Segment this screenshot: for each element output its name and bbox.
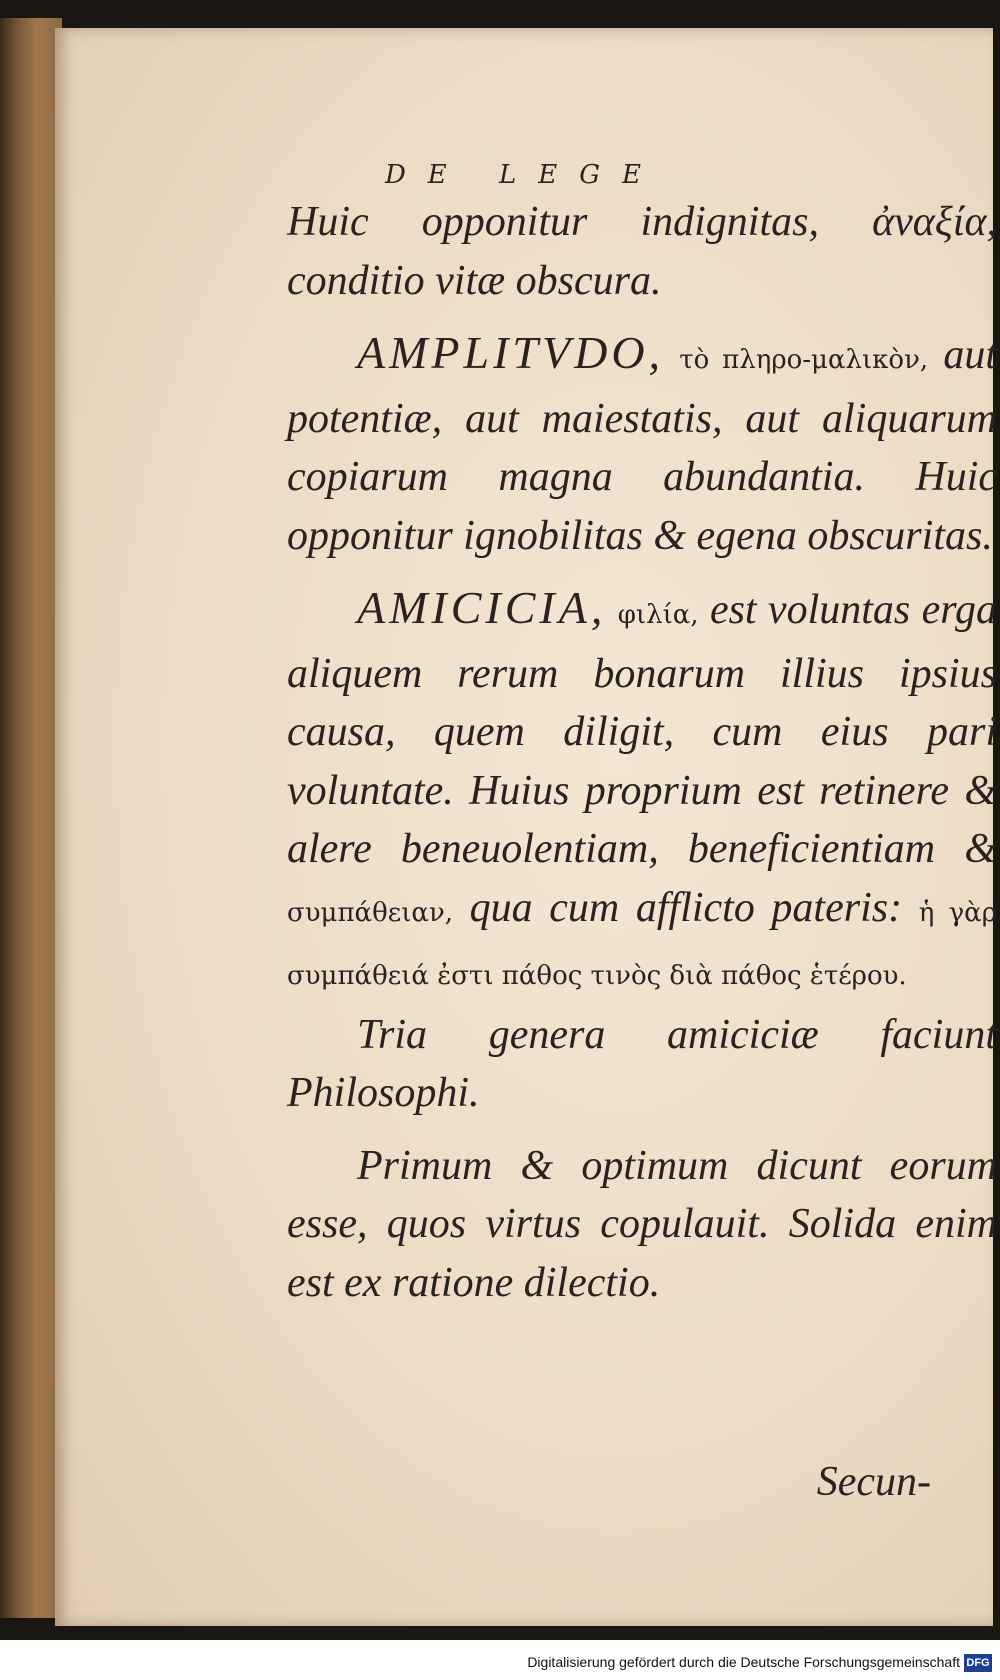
dfg-logo-icon: DFG bbox=[964, 1654, 992, 1672]
book-page bbox=[55, 28, 998, 1626]
text-tria-genera: Tria genera amiciciæ faciunt Philosophi. bbox=[287, 1011, 997, 1116]
lemma-amplitudo: AMPLITVDO, bbox=[357, 327, 665, 378]
greek-amplitudo: τὸ πληρο-μαλικὸν, bbox=[679, 345, 929, 375]
greek-amicicia: φιλία, bbox=[617, 600, 699, 630]
footer-bar bbox=[0, 1640, 1000, 1680]
text-primum: Primum & optimum dicunt eorum esse, quos virtus copulauit. Solida enim est ex ratione dilectio. bbox=[287, 1142, 997, 1306]
running-head: DE LEGE bbox=[384, 160, 664, 190]
paragraph-amicicia bbox=[287, 579, 997, 1006]
greek-sympatheia: συμπάθειαν, bbox=[287, 897, 454, 928]
catchword: Secun- bbox=[816, 1459, 931, 1505]
paragraph-1 bbox=[287, 193, 997, 310]
greek-quotation: ἡ γὰρ συμπάθειά ἐστι πάθος τινὸς διὰ πάθος ἑτέρου. bbox=[287, 897, 998, 991]
page-text bbox=[287, 193, 997, 1312]
paragraph-tria-genera bbox=[287, 1006, 997, 1123]
text-amplitudo: aut potentiæ, aut maiestatis, aut aliquarum copiarum magna abundantia. Huic opponitur ignobilitas & egena obscuritas. bbox=[287, 332, 997, 559]
footer-credit: Digitalisierung gefördert durch die Deutsche Forschungsgemeinschaft bbox=[527, 1654, 960, 1670]
paragraph-amplitudo bbox=[287, 324, 997, 565]
book-edge bbox=[0, 18, 62, 1618]
lemma-amicicia: AMICICIA, bbox=[357, 582, 607, 633]
text-amicicia-2: qua cum afflicto pateris: bbox=[469, 884, 903, 931]
paragraph-1-text: Huic opponitur indignitas, ἀναξία, conditio vitæ obscura. bbox=[287, 199, 997, 304]
paragraph-primum bbox=[287, 1137, 997, 1313]
text-amicicia: est voluntas erga aliquem rerum bonarum illius ipsius causa, quem diligit, cum eius pari voluntate. Huius proprium est retinere & alere beneuolentiam, beneficientiam & bbox=[287, 587, 998, 872]
